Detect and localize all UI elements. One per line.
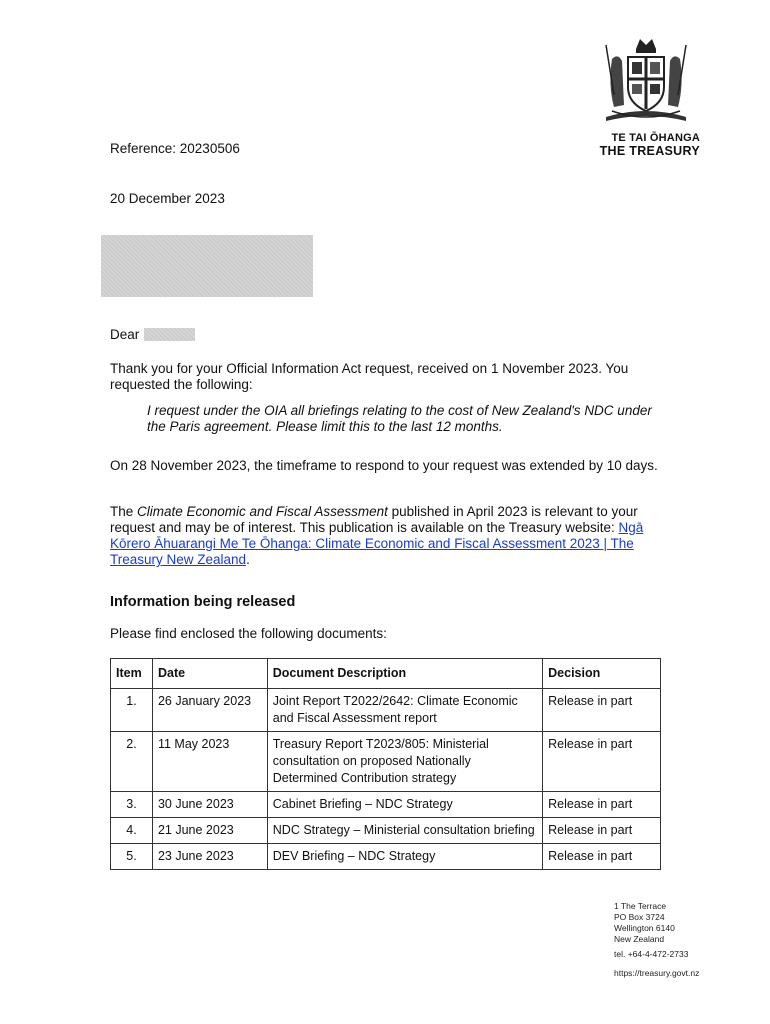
cell-item: 4. [111,818,153,844]
cell-item: 2. [111,732,153,792]
table-row [111,792,661,818]
section-heading: Information being released [110,594,296,610]
paragraph-extension: On 28 November 2023, the timeframe to respond to your request was extended by 10 days. [110,458,658,473]
treasury-website-link[interactable]: Ngā Kōrero Āhuarangi Me Te Ōhanga: Climate Economic and Fiscal Assessment 2023 | The Treasury New Zealand [110,520,644,567]
cell-date: 26 January 2023 [152,689,267,732]
table-row [111,689,661,732]
header-decision: Decision [543,659,661,689]
address-line: Wellington 6140 [614,923,675,933]
documents-table [110,658,661,870]
redacted-address [101,235,313,297]
brand-maori-name: TE TAI ŌHANGA [611,132,700,144]
cell-description: NDC Strategy – Ministerial consultation briefing [267,818,542,844]
cell-decision: Release in part [543,689,661,732]
coat-of-arms-logo [592,35,700,127]
cell-decision: Release in part [543,792,661,818]
paragraph-enclosed: Please find enclosed the following documents: [110,626,387,641]
publication-title: Climate Economic and Fiscal Assessment [137,504,388,519]
cell-decision: Release in part [543,732,661,792]
letter-date: 20 December 2023 [110,191,225,206]
website-url: https://treasury.govt.nz [614,968,700,978]
cell-date: 30 June 2023 [152,792,267,818]
para3-mid: published in April 2023 is relevant to your request and may be of interest. This publication is available on the Treasury website: [110,504,638,535]
table-header-row [111,659,661,689]
para3-pre: The [110,504,138,519]
cell-date: 23 June 2023 [152,844,267,870]
header-date: Date [152,659,267,689]
address-line: PO Box 3724 [614,912,665,922]
cell-description: Treasury Report T2023/805: Ministerial consultation on proposed Nationally Determined Contribution strategy [267,732,542,792]
cell-item: 1. [111,689,153,732]
cell-description: Cabinet Briefing – NDC Strategy [267,792,542,818]
table-row [111,818,661,844]
table-row [111,732,661,792]
cell-description: Joint Report T2022/2642: Climate Economic and Fiscal Assessment report [267,689,542,732]
address-line: 1 The Terrace [614,901,667,911]
header-description: Document Description [267,659,542,689]
para3-end: . [246,552,250,567]
request-quote: I request under the OIA all briefings relating to the cost of New Zealand's NDC under the Paris agreement. Please limit this to the last 12 months. [147,403,652,434]
reference-line: Reference: 20230506 [110,141,240,156]
cell-date: 21 June 2023 [152,818,267,844]
telephone: tel. +64-4-472-2733 [614,949,689,959]
brand-english-name: THE TREASURY [599,144,700,158]
paragraph-publication [110,504,670,568]
cell-date: 11 May 2023 [152,732,267,792]
cell-item: 3. [111,792,153,818]
cell-description: DEV Briefing – NDC Strategy [267,844,542,870]
salutation-text: Dear [110,327,140,342]
redacted-name [144,328,195,341]
cell-decision: Release in part [543,844,661,870]
paragraph-request: Thank you for your Official Information Act request, received on 1 November 2023. You requested the following: [110,361,629,392]
cell-item: 5. [111,844,153,870]
salutation [110,327,195,342]
cell-decision: Release in part [543,818,661,844]
address-line: New Zealand [614,934,665,944]
header-item: Item [111,659,153,689]
table-row [111,844,661,870]
footer-address [614,901,699,979]
